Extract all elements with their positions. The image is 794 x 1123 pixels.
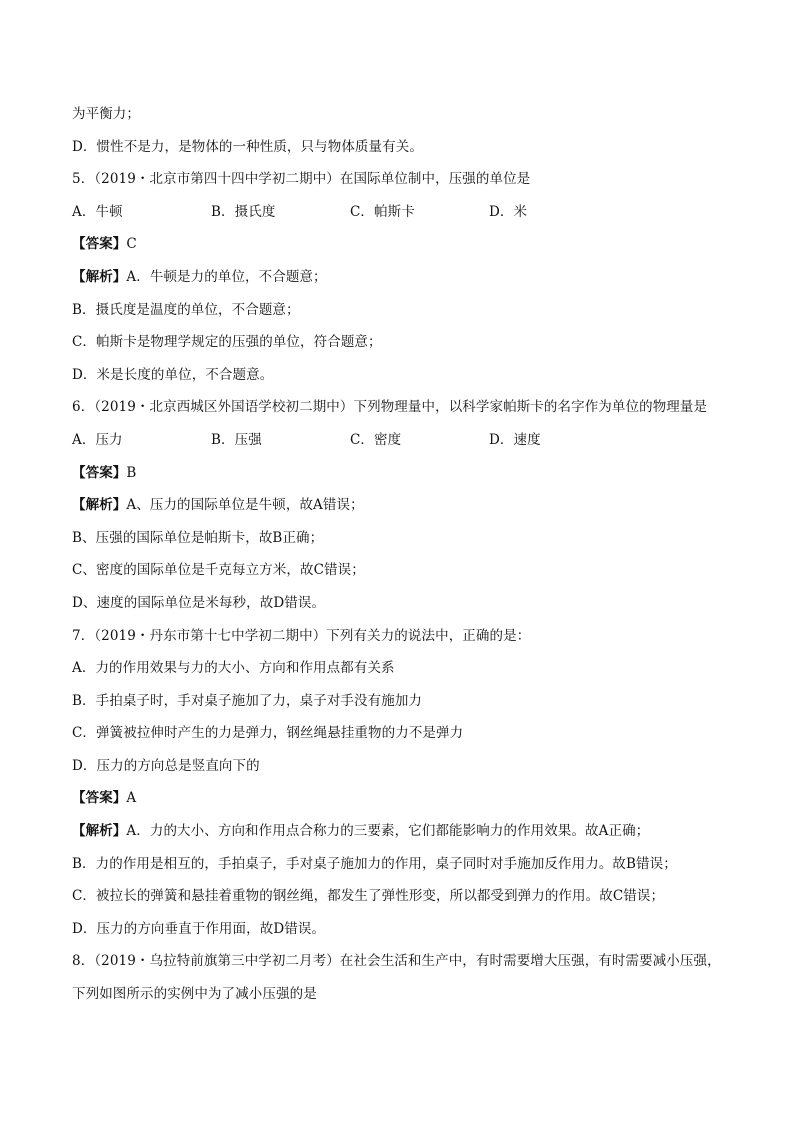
answer-value: B: [126, 464, 137, 481]
analysis-text: A、压力的国际单位是牛顿，故A错误；: [126, 497, 364, 514]
question-5-stem: 5．（2019・北京市第四十四中学初二期中）在国际单位制中，压强的单位是: [72, 171, 531, 188]
text-line: 为平衡力；: [72, 106, 140, 122]
question-6-options: [72, 424, 772, 457]
question-7-answer: [72, 782, 772, 815]
option-d: D．米: [489, 203, 528, 220]
answer-value: C: [126, 236, 137, 253]
analysis-label: 【解析】: [72, 823, 127, 840]
analysis-line: D．米是长度的单位，不合题意。: [72, 366, 274, 383]
analysis-line: C、密度的国际单位是千克每立方米，故C错误；: [72, 562, 365, 579]
answer-value: A: [126, 790, 137, 807]
analysis-line: B．力的作用是相互的，手拍桌子，手对桌子施加力的作用，桌子同时对手施加反作用力。故B错误；: [72, 855, 677, 872]
option-c: C．密度: [350, 431, 402, 448]
question-6-analysis: [72, 489, 772, 522]
option-c: C．帕斯卡: [350, 203, 415, 220]
question-5-analysis: [72, 261, 772, 294]
question-7-analysis: [72, 815, 772, 848]
question-6-answer: [72, 457, 772, 490]
option-a: A．牛顿: [72, 203, 123, 220]
analysis-label: 【解析】: [72, 268, 127, 285]
analysis-line: C．被拉长的弹簧和悬挂着重物的钢丝绳，都发生了弹性形变，所以都受到弹力的作用。故C错误；: [72, 888, 665, 905]
option-d: D．速度: [489, 431, 541, 448]
option-c: C．弹簧被拉伸时产生的力是弹力，钢丝绳悬挂重物的力不是弹力: [72, 725, 464, 742]
option-b: B．压强: [211, 431, 262, 448]
analysis-line: B、压强的国际单位是帕斯卡，故B正确；: [72, 529, 324, 546]
answer-label: 【答案】: [72, 464, 127, 481]
analysis-line: D．压力的方向垂直于作用面，故D错误。: [72, 920, 326, 937]
question-6-stem: 6．（2019・北京西城区外国语学校初二期中）下列物理量中，以科学家帕斯卡的名字作为单位的物理量是: [72, 399, 708, 416]
option-a: A．力的作用效果与力的大小、方向和作用点都有关系: [72, 660, 395, 677]
analysis-line: D、速度的国际单位是米每秒，故D错误。: [72, 594, 326, 611]
option-b: B．手拍桌子时，手对桌子施加了力，桌子对手没有施加力: [72, 692, 423, 709]
analysis-label: 【解析】: [72, 497, 127, 514]
question-8-stem: 8．（2019・乌拉特前旗第三中学初二月考）在社会生活和生产中，有时需要增大压强，有时需要减小压强，: [72, 953, 721, 970]
question-8-stem-continued: 下列如图所示的实例中为了减小压强的是: [72, 986, 317, 1003]
analysis-line: C．帕斯卡是物理学规定的压强的单位，符合题意；: [72, 334, 382, 351]
question-5-answer: [72, 228, 772, 261]
option-b: B．摄氏度: [211, 203, 276, 220]
answer-label: 【答案】: [72, 236, 127, 253]
option-a: A．压力: [72, 431, 123, 448]
question-7-stem: 7．（2019・丹东市第十七中学初二期中）下列有关力的说法中，正确的是：: [72, 627, 531, 644]
answer-label: 【答案】: [72, 790, 127, 807]
analysis-text: A．牛顿是力的单位，不合题意；: [126, 268, 327, 285]
analysis-line: B．摄氏度是温度的单位，不合题意；: [72, 301, 300, 318]
question-5-options: [72, 196, 772, 229]
analysis-text: A．力的大小、方向和作用点合称力的三要素，它们都能影响力的作用效果。故A正确；: [126, 823, 650, 840]
option-d: D．压力的方向总是竖直向下的: [72, 757, 260, 774]
document-page: [72, 98, 772, 1011]
text-line: D．惯性不是力，是物体的一种性质，只与物体质量有关。: [72, 138, 423, 155]
